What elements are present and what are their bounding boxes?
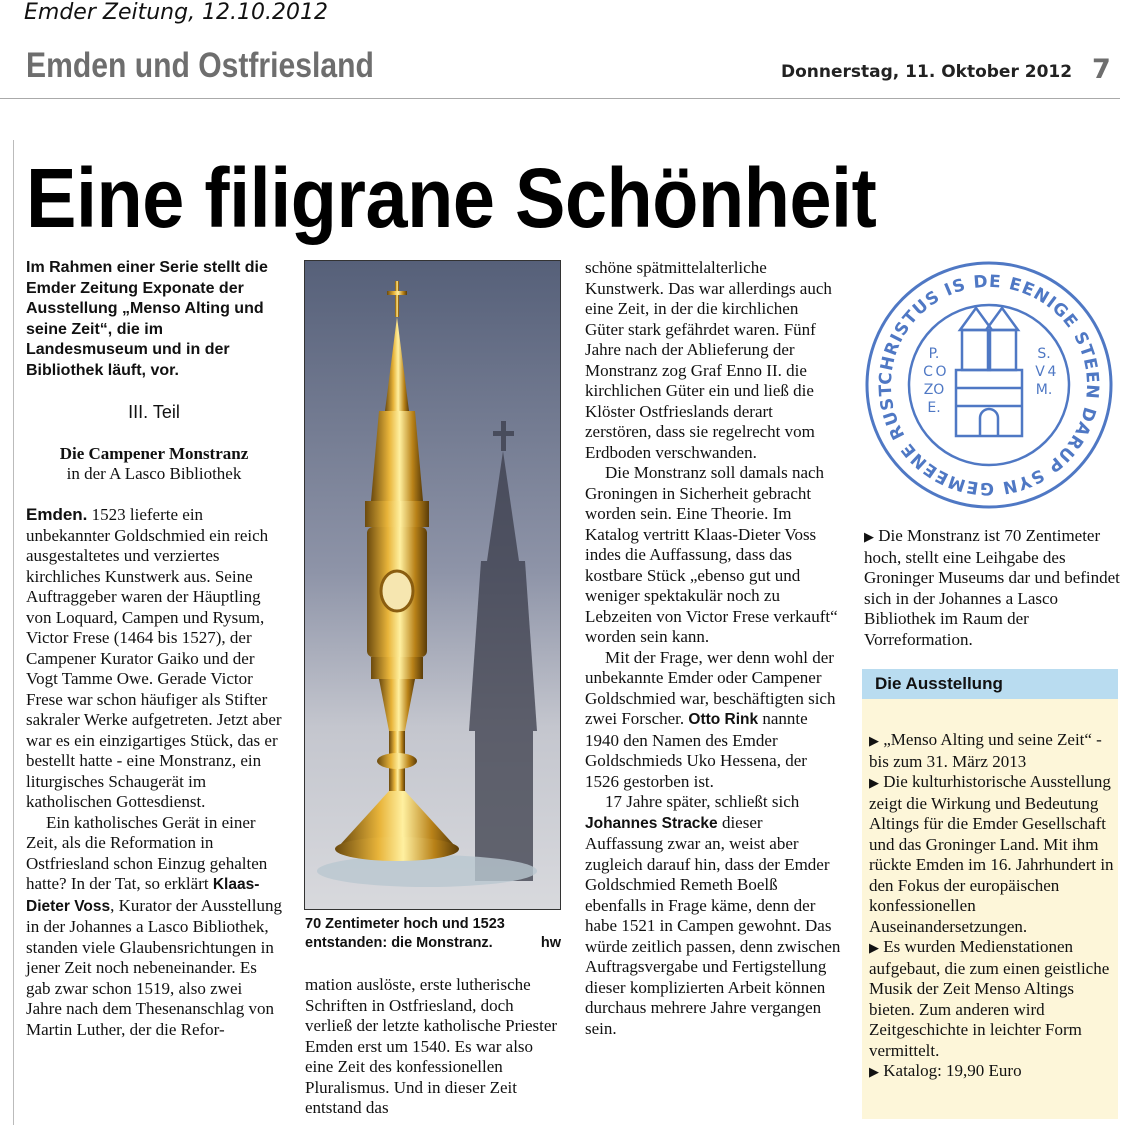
col3-paragraph-3a: Mit der Frage, wer denn wohl der unbekannte Emder oder Campener Goldschmied war, beschäftigten sich zwei Forscher. (585, 647, 836, 728)
article-column-1 (26, 505, 282, 1040)
photo-caption (305, 915, 561, 953)
triangle-bullet-icon: ▶ (869, 775, 879, 790)
svg-text:C: C (923, 364, 933, 380)
person-name-rink: Otto Rink (688, 711, 759, 728)
source-line: Emder Zeitung, 12.10.2012 (24, 0, 329, 25)
header-rule (0, 98, 1120, 99)
col3-paragraph-3b: nannte 1940 den Namen des Emder Goldschmieds Uko Hessena, der 1526 gestorben ist. (585, 709, 808, 791)
svg-text:CHRISTUS IS DE EENIGE STEEN DA (862, 258, 1102, 498)
triangle-bullet-icon: ▶ (869, 940, 879, 955)
svg-text:ZO: ZO (923, 382, 945, 398)
triangle-bullet-icon: ▶ (869, 733, 879, 748)
seal-caption-text: Die Monstranz ist 70 Zentimeter hoch, stellt eine Leihgabe des Groninger Museums dar und befindet sich in der Johannes a Lasco Bibliothek im Raum der Vorreformation. (864, 526, 1120, 649)
svg-text:V: V (1035, 364, 1045, 380)
col1-paragraph-2b: , Kurator der Ausstellung in der Johannes a Lasco Bibliothek, standen viele Glaubensrichtungen in jener Zeit noch nebeneinander. Es gab zwar schon 1519, also zwei Jahre nach dem Thesenanschlag von Martin Luther, der die Refor- (26, 895, 282, 1039)
monstrance-illustration (305, 261, 560, 909)
section-title: Emden und Ostfriesland (26, 46, 374, 85)
dateline: Emden. (26, 505, 88, 524)
svg-text:M.: M. (1035, 382, 1053, 398)
person-name-voss: Klaas-Dieter Voss (26, 876, 260, 915)
photo-credit: hw (540, 935, 561, 951)
seal-icon (862, 258, 1116, 512)
monstrance-photo (304, 260, 561, 910)
infobox-item (869, 1061, 1117, 1083)
triangle-bullet-icon: ▶ (864, 529, 874, 544)
photo-caption-text: 70 Zentimeter hoch und 1523 entstanden: die Monstranz. (305, 916, 505, 951)
triangle-bullet-icon: ▶ (869, 1064, 879, 1079)
headline: Eine filigrane Schönheit (26, 151, 877, 245)
article-column-2-continued (305, 975, 561, 1119)
lead-text: Im Rahmen einer Serie stellt die Emder Zeitung Exponate der Ausstellung „Menso Alting und seine Zeit“, die im Landesmuseum und in der Bibliothek läuft, vor. (26, 259, 268, 379)
subhead-line-1: Die Campener Monstranz (59, 444, 249, 463)
col2-paragraph: mation auslöste, erste lutherische Schriften in Ostfriesland, doch verließ der letzte katholische Priester Emden erst um 1540. Es war also eine Zeit des konfessionellen Pluralismus. Und in dieser Zeit entstand das (305, 975, 558, 1117)
subhead-line-2: in der A Lasco Bibliothek (66, 464, 242, 483)
infobox-item-text: Die kulturhistorische Ausstellung zeigt die Wirkung und Bedeutung Altings für die Emder Gesellschaft und das Groninger Land. Mit ihm rückte Emden im 16. Jahrhundert in den Fokus der europäischen konfessionellen Auseinandersetzungen. (869, 772, 1114, 936)
col3-paragraph-4a: 17 Jahre später, schließt sich (605, 792, 800, 811)
issue-date: Donnerstag, 11. Oktober 2012 (781, 62, 1073, 82)
col1-paragraph-1: 1523 lieferte ein unbekannter Goldschmied ein reich ausgestaltetes und verziertes kirchliches Kunstwerk aus. Seine Auftraggeber waren der Häuptling von Loquard, Campen und Rysum, Victor Frese (1464 bis 1527), der Campener Kurator Gaiko und der Vogt Tamme Owe. Gerade Victor Frese war schon häufiger als Stifter sakraler Werke aufgetreten. Jetzt aber war es ein einzigartiges Stück, das er bestellt hatte - eine Monstranz, ein liturgisches Schaugerät im katholischen Gottesdienst. (26, 505, 282, 811)
seal-ring-text: CHRISTUS IS DE EENIGE STEEN DARUP SYN GEMEENE RUST (875, 271, 1103, 499)
svg-text:E.: E. (927, 400, 941, 416)
svg-text:4: 4 (1047, 364, 1057, 380)
article-column-3 (585, 258, 841, 1039)
infobox-item-text: „Menso Alting und seine Zeit“ - bis zum 31. März 2013 (869, 730, 1102, 771)
left-margin-rule (13, 140, 14, 1125)
svg-text:O: O (935, 364, 947, 380)
series-part: III. Teil (128, 402, 180, 422)
person-name-stracke: Johannes Stracke (585, 814, 718, 832)
infobox-item (869, 772, 1117, 937)
page-number: 7 (1092, 54, 1111, 85)
col3-paragraph-4b: dieser Auffassung zwar an, weist aber zugleich darauf hin, dass der Emder Goldschmied Remeth Boelß ebenfalls in Frage käme, denn der habe 1521 in Campen gewohnt. Das würde zeitlich passen, denn zwischen Auftragsvergabe und Fertigstellung dieser komplizierten Arbeit können durchaus mehrere Jahre vergangen sein. (585, 812, 841, 1038)
infobox-item (869, 937, 1117, 1061)
svg-text:S.: S. (1037, 346, 1051, 362)
seal-caption (864, 526, 1120, 650)
infobox-list (869, 730, 1117, 1083)
infobox-item-text: Katalog: 19,90 Euro (883, 1061, 1022, 1080)
svg-text:P.: P. (928, 346, 940, 362)
infobox-item-text: Es wurden Medienstationen aufgebaut, die zum einen geistliche Musik der Zeit Menso Altings bieten. Zum anderen wird Zeitgeschichte in leichter Form vermittelt. (869, 937, 1110, 1060)
infobox-item (869, 730, 1117, 772)
col1-paragraph-2a: Ein katholisches Gerät in einer Zeit, als die Reformation in Ostfriesland schon Einzug gehalten hatte? In der Tat, so erklärt (26, 812, 268, 893)
infobox-title: Die Ausstellung (875, 674, 1003, 693)
col3-paragraph-2: Die Monstranz soll damals nach Groningen in Sicherheit gebracht worden sein. Eine Theorie. Im Katalog vertritt Klaas-Dieter Voss indes die Auffassung, dass das kostbare Stück „ebenso gut und weniger spektakulär noch zu Lebzeiten von Victor Frese verkauft“ worden sein kann. (585, 463, 838, 646)
col3-paragraph-1: schöne spätmittelalterliche Kunstwerk. Das war allerdings auch eine Zeit, in der die kirchlichen Güter stark gefährdet waren. Fünf Jahre nach der Ablieferung der Monstranz zog Graf Enno II. die kirchlichen Güter ein und ließ die Klöster Ostfrieslands derart zerstören, dass sie regelrecht vom Erdboden verschwanden. (585, 258, 832, 462)
church-seal-image (862, 258, 1116, 512)
